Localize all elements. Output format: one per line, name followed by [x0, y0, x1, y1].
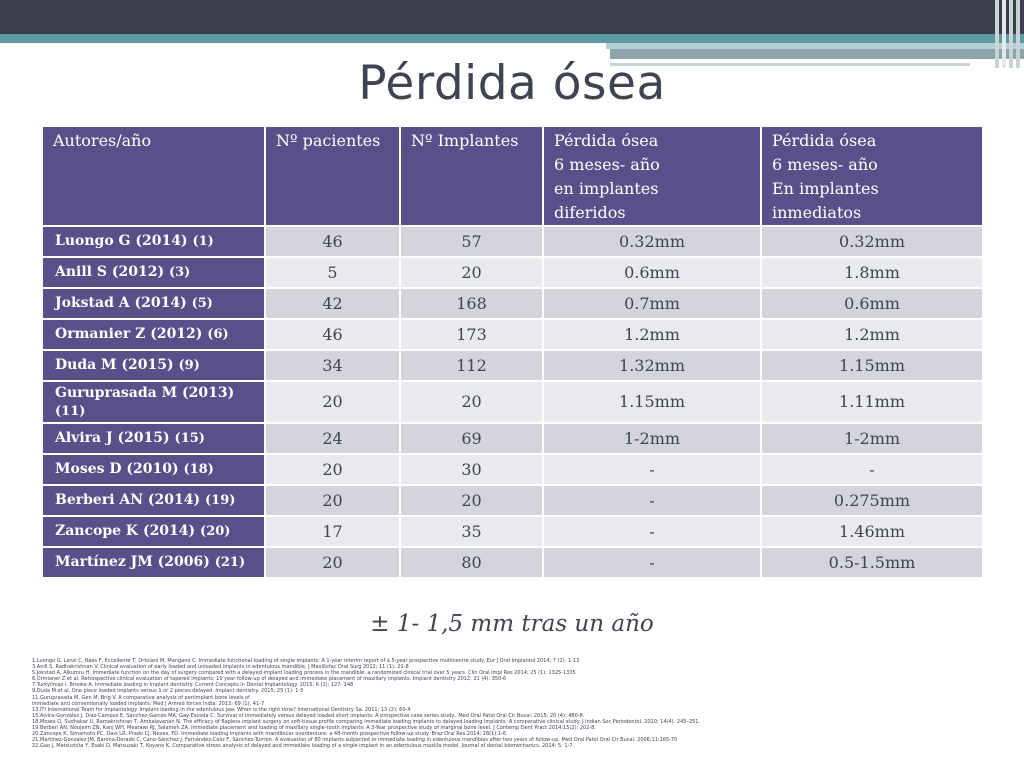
author-name: Luongo G (2014)	[55, 233, 188, 249]
author-name: Alvira J (2015)	[55, 430, 170, 446]
delayed-cell: 0.6mm	[543, 257, 761, 288]
author-name: Guruprasada M (2013)	[55, 384, 235, 401]
table-row	[42, 516, 983, 547]
author-name: Moses D (2010)	[55, 461, 179, 477]
reference-number: (21)	[214, 555, 246, 570]
reference-item: 7.Turkyilmaz I, Brooke A. Immediate loading in implant dentistry. Current Concepts in Dental Implantology. 2015; 6 (1): 127- 148.	[32, 682, 355, 689]
table-row	[42, 319, 983, 350]
column-header	[543, 126, 761, 226]
reference-item: 3.Anill S, Radhakrishnan V. Clinical evaluation of early loaded and unloaded implants in edentulous mandible. J Maxillofac Oral Surg 2012; 11 (1): 21-8	[32, 664, 409, 671]
table-row	[42, 454, 983, 485]
reference-number: (3)	[168, 265, 191, 280]
reference-number: (19)	[205, 493, 236, 508]
immediate-cell: 1.11mm	[761, 381, 983, 423]
column-header-line: en implantes	[554, 179, 659, 198]
delayed-cell: 1.32mm	[543, 350, 761, 381]
column-header-line: 6 meses- año	[772, 155, 878, 174]
delayed-cell: 1.2mm	[543, 319, 761, 350]
implants-cell: 35	[400, 516, 543, 547]
author-cell	[42, 454, 265, 485]
column-header-line: inmediatos	[772, 203, 862, 222]
table-body	[42, 226, 983, 578]
immediate-cell: 1.8mm	[761, 257, 983, 288]
delayed-cell: -	[543, 454, 761, 485]
patients-cell: 20	[265, 547, 400, 578]
reference-item: 11.Guruprasada M, Gen M, Brig V. A comparative analysis of periimplant bone levels of	[32, 694, 250, 701]
implants-cell: 20	[400, 381, 543, 423]
implants-cell: 168	[400, 288, 543, 319]
column-header-line: Pérdida ósea	[772, 131, 877, 150]
column-header-line: Nº pacientes	[276, 131, 381, 150]
delayed-cell: 1.15mm	[543, 381, 761, 423]
reference-item: 5.Jokstad A, Alkumru H. Immediate function on the day of surgery compared with a delayed implant loading process in the mandible: a randomized clinical trial over 5 years. Clin Oral Impl Res 2014; 25 (1): 1325-1335	[32, 670, 576, 677]
reference-item: 9.Duda M et al. One piece loaded implants versus 1 or 2 pieces delayed. Implant dentistry. 2015; 25 (1): 1-5	[32, 688, 304, 695]
immediate-cell: 1.2mm	[761, 319, 983, 350]
reference-item: 21.Martínez-González JM, Barona-Dorado C, Cano-Sánchez J, Fernández-Cáliz F, Sánchez-Turrión. A evaluation of 80 implants subjected to immediate loading in edentulous mandibles after two years of follow-up. Med Oral Patol Oral Cir Bucal. 2006;11:165-70	[32, 737, 678, 744]
column-header-line: Nº Implantes	[411, 131, 519, 150]
reference-number: (18)	[183, 462, 214, 477]
delayed-cell: -	[543, 516, 761, 547]
table-row	[42, 350, 983, 381]
table-row	[42, 485, 983, 516]
column-header-line: 6 meses- año	[554, 155, 660, 174]
author-cell	[42, 226, 265, 257]
column-header	[761, 126, 983, 226]
header-dark-band	[0, 0, 1024, 34]
immediate-cell: 1.46mm	[761, 516, 983, 547]
reference-number: (6)	[207, 327, 229, 342]
delayed-cell: 0.32mm	[543, 226, 761, 257]
reference-number: (1)	[192, 234, 214, 249]
table-row	[42, 288, 983, 319]
table-row	[42, 381, 983, 423]
author-cell	[42, 288, 265, 319]
reference-item: 19.Berberi AN, Noujeim ZN, Kanj WH, Mearawi RJ, Salameh ZA. Immediate placement and loading of maxillary single-tooth implants: A 3-Year prospective study of marginal bone level. J Contemp Dent Pract 2014;15(2): 202-8.	[32, 725, 596, 732]
patients-cell: 20	[265, 454, 400, 485]
column-header	[265, 126, 400, 226]
column-header-line: En implantes	[772, 179, 879, 198]
header-teal-bar	[0, 34, 1024, 43]
implants-cell: 173	[400, 319, 543, 350]
implants-cell: 112	[400, 350, 543, 381]
reference-number: (5)	[191, 296, 213, 311]
table-row	[42, 547, 983, 578]
implants-cell: 80	[400, 547, 543, 578]
reference-item: 22.Gao J, Matsushita Y, Esaki D, Matsuzaki T, Koyano K. Comparative stress analysis of delayed and immediate loading of a single implant in an edentulous maxilla model. Journal of dental biomechanics. 2014; 5: 1-7.	[32, 743, 575, 750]
reference-item: 13.ITI International Team for Implantology. Implant loading in the edentulous jaw: When is the right time? International Dentistry Sa. 2011; 13 (2): 60-4	[32, 706, 411, 713]
implants-cell: 20	[400, 485, 543, 516]
patients-cell: 46	[265, 226, 400, 257]
patients-cell: 34	[265, 350, 400, 381]
implants-cell: 20	[400, 257, 543, 288]
reference-item: immediate and conventionally loaded implants. Med J Armed forces India. 2013; 69 (1): 41-7	[32, 700, 265, 707]
author-cell	[42, 423, 265, 454]
implants-cell: 30	[400, 454, 543, 485]
immediate-cell: 0.32mm	[761, 226, 983, 257]
column-header	[42, 126, 265, 226]
author-cell	[42, 319, 265, 350]
immediate-cell: 1.15mm	[761, 350, 983, 381]
patients-cell: 20	[265, 485, 400, 516]
delayed-cell: -	[543, 547, 761, 578]
column-header	[400, 126, 543, 226]
slide-title: Pérdida ósea	[358, 56, 666, 111]
patients-cell: 42	[265, 288, 400, 319]
author-cell	[42, 381, 265, 423]
immediate-cell: 1-2mm	[761, 423, 983, 454]
delayed-cell: 1-2mm	[543, 423, 761, 454]
reference-number: (11)	[55, 403, 86, 419]
column-header-line: diferidos	[554, 203, 626, 222]
reference-item: 15.Alvira-González J, Díaz-Campos E, Sánchez-Garcés MA, Gay-Escoda C. Survival of immediately versus delayed loaded short implants: A prospective case series study.. Med Oral Patol Oral Cir Bucal. 2015; 20 (4): 480-8.	[32, 712, 585, 719]
references-list	[32, 658, 992, 749]
table-row	[42, 226, 983, 257]
table-row	[42, 423, 983, 454]
table-row	[42, 257, 983, 288]
reference-item: 6.Ormianer Z et al. Retrospective clinical evaluation of tapered implants: 10 year follow-up of delayed and immediate placement of maxillary implants. Implant dentistry 2012; 21 (4): 350-6	[32, 676, 507, 683]
reference-item: 1.Luongo G, Lenzi C, Raes F, Eccellente T, Ortolani M, Mangano C. Immediate functional loading of single implants: A 1-year interim report of a 5-year prospective multicentre study. Eur J Oral Implantol 2014; 7 (2): 1-13	[32, 658, 580, 664]
author-cell	[42, 485, 265, 516]
table-header-row	[42, 126, 983, 226]
author-name: Anill S (2012)	[55, 264, 165, 280]
column-header-line: Autores/año	[53, 131, 152, 150]
patients-cell: 20	[265, 381, 400, 423]
reference-item: 20.Zancope K, Simamoto PC, Davi LR, Prado CJ, Neves, FD. Immediate loading implants with mandibular overdenture: a 48-month prospective follow-up study. Braz Oral Res.2014; 28(1):1-6	[32, 731, 507, 738]
implants-cell: 57	[400, 226, 543, 257]
bone-loss-table	[41, 125, 984, 579]
delayed-cell: -	[543, 485, 761, 516]
patients-cell: 17	[265, 516, 400, 547]
author-name: Zancope K (2014)	[55, 523, 196, 539]
column-header-line: Pérdida ósea	[554, 131, 659, 150]
delayed-cell: 0.7mm	[543, 288, 761, 319]
implants-cell: 69	[400, 423, 543, 454]
reference-number: (20)	[200, 524, 231, 539]
patients-cell: 46	[265, 319, 400, 350]
reference-number: (15)	[174, 431, 205, 446]
patients-cell: 24	[265, 423, 400, 454]
conclusion-value: 1- 1,5 mm tras un año	[396, 611, 654, 637]
author-cell	[42, 350, 265, 381]
conclusion-text	[0, 611, 1024, 637]
immediate-cell: 0.275mm	[761, 485, 983, 516]
author-name: Berberi AN (2014)	[55, 492, 201, 508]
author-name: Duda M (2015)	[55, 357, 174, 373]
author-cell	[42, 257, 265, 288]
author-cell	[42, 547, 265, 578]
immediate-cell: -	[761, 454, 983, 485]
reference-number: (9)	[178, 358, 200, 373]
immediate-cell: 0.6mm	[761, 288, 983, 319]
plus-minus-symbol: ±	[370, 611, 390, 637]
author-name: Ormanier Z (2012)	[55, 326, 203, 342]
author-name: Martínez JM (2006)	[55, 554, 210, 570]
patients-cell: 5	[265, 257, 400, 288]
reference-item: 18.Moses O, Sudhakar U, Ramakrishnan T, Ambalavanan N. The efficacy of flapless implant surgery on soft-tissue profile comparing immediate loading implants to delayed loading implants: A comparative clinical study. J Indian Soc Periodontol. 2010; 14(4): 245–251.	[32, 718, 701, 725]
author-name: Jokstad A (2014)	[55, 295, 187, 311]
immediate-cell: 0.5-1.5mm	[761, 547, 983, 578]
author-cell	[42, 516, 265, 547]
